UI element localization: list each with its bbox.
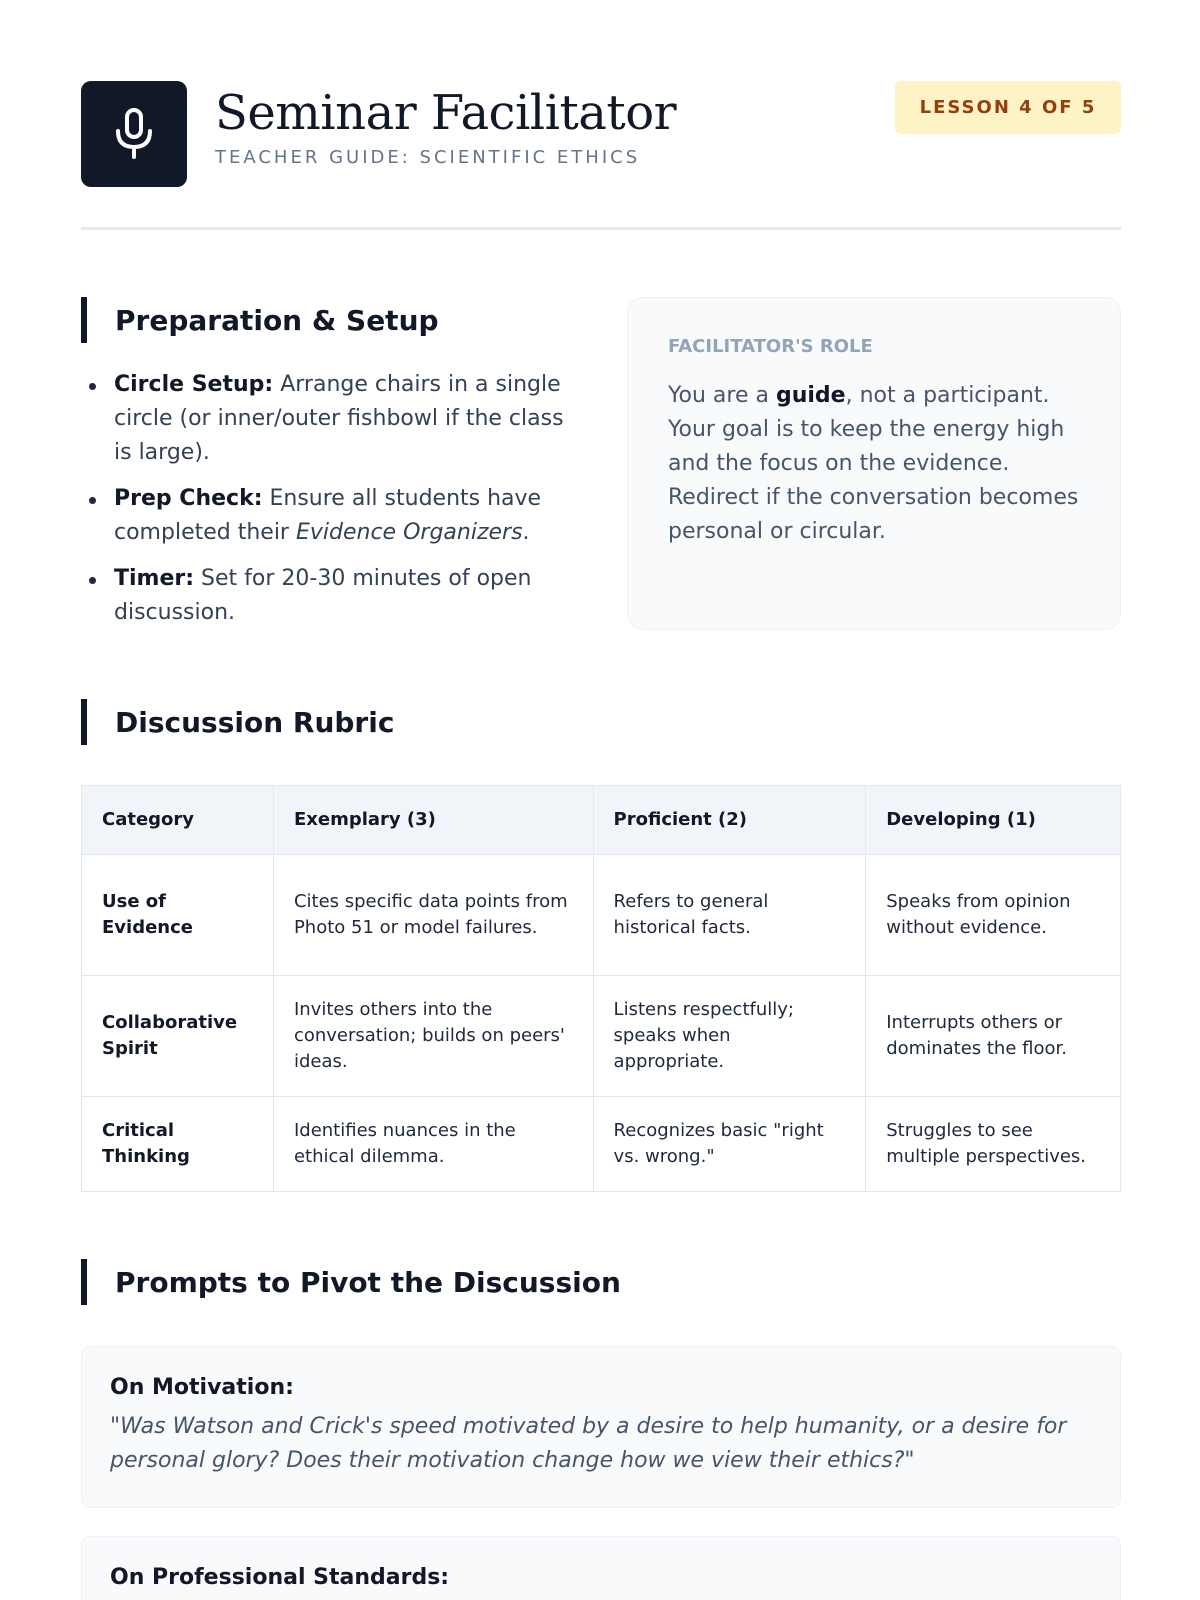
list-item — [81, 562, 571, 630]
table-cell: Struggles to see multiple perspectives. — [866, 1097, 1121, 1192]
lesson-badge: LESSON 4 OF 5 — [895, 81, 1121, 134]
microphone-icon — [112, 107, 156, 161]
prompts-heading: Prompts to Pivot the Discussion — [81, 1259, 621, 1305]
facilitator-role-card — [627, 297, 1121, 630]
column-header: Exemplary (3) — [273, 786, 593, 855]
table-cell: Speaks from opinion without evidence. — [866, 855, 1121, 976]
table-cell: Invites others into the conversation; builds on peers' ideas. — [273, 976, 593, 1097]
table-cell: Refers to general historical facts. — [593, 855, 866, 976]
table-cell: Cites specific data points from Photo 51 or model failures. — [273, 855, 593, 976]
preparation-heading: Preparation & Setup — [81, 297, 439, 343]
item-emphasis: Evidence Organizers — [295, 520, 523, 545]
item-text: Set for 20-30 minutes of open discussion. — [114, 566, 532, 625]
item-label: Prep Check: — [114, 486, 263, 511]
table-header-row — [82, 786, 1121, 855]
category-cell: Critical Thinking — [82, 1097, 274, 1192]
prompt-card — [81, 1536, 1121, 1600]
list-item — [81, 482, 571, 550]
prompt-text: "Was Watson and Crick's speed motivated by a desire to help humanity, or a desire for personal glory? Does their motivation change how we view their ethics?" — [110, 1414, 1067, 1473]
header — [81, 81, 1121, 187]
item-text: Ensure all students have completed their — [114, 486, 542, 545]
category-cell: Collaborative Spirit — [82, 976, 274, 1097]
column-header: Developing (1) — [866, 786, 1121, 855]
item-label: Timer: — [114, 566, 195, 591]
prompt-card — [81, 1346, 1121, 1508]
page-title: Seminar Facilitator — [215, 85, 677, 141]
logo — [81, 81, 187, 187]
column-header: Proficient (2) — [593, 786, 866, 855]
role-text — [668, 379, 1080, 549]
preparation-list — [81, 368, 571, 642]
category-cell: Use of Evidence — [82, 855, 274, 976]
item-label: Circle Setup: — [114, 372, 274, 397]
role-text-end: , not a participant. Your goal is to keep the energy high and the focus on the evidence. Redirect if the conversation becomes personal or circular. — [668, 383, 1079, 544]
page-subtitle: TEACHER GUIDE: SCIENTIFIC ETHICS — [215, 147, 641, 168]
rubric-heading: Discussion Rubric — [81, 699, 394, 745]
prompt-title: On Motivation: — [110, 1375, 294, 1400]
role-text-bold: guide — [775, 383, 846, 408]
table-row — [82, 855, 1121, 976]
teacher-guide-page — [81, 0, 1121, 1600]
table-cell: Identifies nuances in the ethical dilemma. — [273, 1097, 593, 1192]
rubric-table — [81, 785, 1121, 1192]
table-cell: Listens respectfully; speaks when appropriate. — [593, 976, 866, 1097]
header-divider — [81, 227, 1121, 230]
column-header: Category — [82, 786, 274, 855]
role-label: FACILITATOR'S ROLE — [668, 336, 873, 357]
table-cell: Interrupts others or dominates the floor. — [866, 976, 1121, 1097]
role-text-start: You are a — [668, 383, 769, 408]
item-text: Arrange chairs in a single circle (or inner/outer fishbowl if the class is large). — [114, 372, 564, 465]
table-row — [82, 1097, 1121, 1192]
table-row — [82, 976, 1121, 1097]
table-cell: Recognizes basic "right vs. wrong." — [593, 1097, 866, 1192]
prompt-title: On Professional Standards: — [110, 1565, 450, 1590]
item-text-end: . — [522, 520, 530, 545]
list-item — [81, 368, 571, 470]
